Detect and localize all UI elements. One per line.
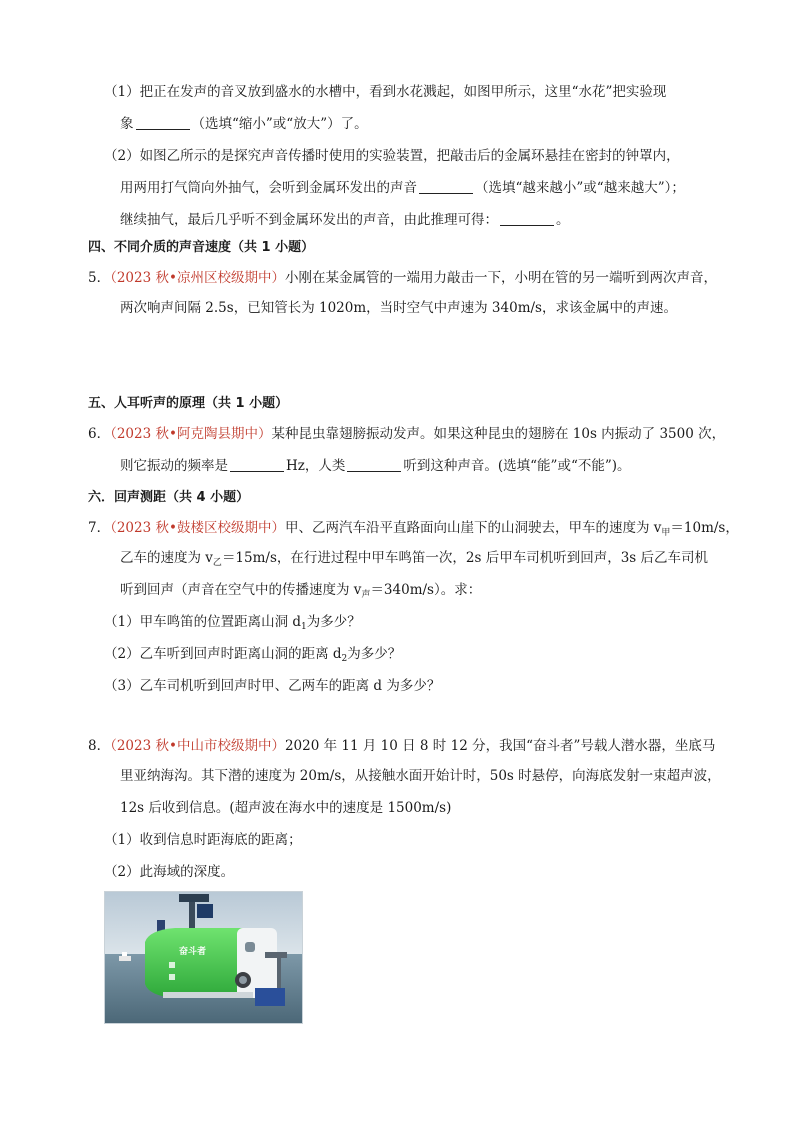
q5-line1: 5．（2023 秋•凉州区校级期中）小刚在某金属管的一端用力敲击一下，小明在管的另一端听到两次声音， [88,270,717,286]
q4-part2-line3: 继续抽气，最后几乎听不到金属环发出的声音，由此推理可得： 。 [120,212,570,228]
section-heading: 五、人耳听声的原理（共 1 小题） [88,396,289,411]
answer-blank[interactable] [347,457,401,472]
question-source: （2023 秋•凉州区校级期中） [110,270,285,286]
q8-sub1: （1）收到信息时距海底的距离； [104,832,302,848]
q6-line1: 6．（2023 秋•阿克陶县期中）某种昆虫靠翅膀振动发声。如果这种昆虫的翅膀在 10s 内振动了 3500 次， [88,426,726,442]
section-heading: 四、不同介质的声音速度（共 1 小题） [88,240,315,255]
q8-sub2: （2）此海域的深度。 [104,864,235,880]
q6-line2: 则它振动的频率是 Hz，人类 听到这种声音。(选填“能”或“不能”)。 [120,458,631,474]
q4-part1-line1: （1）把正在发声的音叉放到盛水的水槽中，看到水花溅起，如图甲所示，这里“水花”把实验现 [104,84,667,100]
q4-part2-line2: 用两用打气筒向外抽气，会听到金属环发出的声音 （选填“越来越小”或“越来越大”）； [120,180,685,196]
question-source: （2023 秋•阿克陶县期中） [110,426,272,442]
question-source: （2023 秋•中山市校级期中） [110,738,285,754]
q7-sub3: （3）乙车司机听到回声时甲、乙两车的距离 d 为多少？ [104,678,441,694]
answer-blank[interactable] [230,457,284,472]
hull-name-text: 奋斗者 [179,947,207,957]
q5-line2: 两次响声间隔 2.5s，已知管长为 1020m，当时空气中声速为 340m/s，求该金属中的声速。 [120,300,677,316]
q8-line3: 12s 后收到信息。(超声波在海水中的速度是 1500m/s) [120,800,452,816]
q7-line1: 7．（2023 秋•鼓楼区校级期中）甲、乙两汽车沿平直路面向山崖下的山洞驶去，甲车的速度为 $v_甲=10m/s$， [88,520,739,538]
q7-sub2: （2）乙车听到回声时距离山洞的距离 $d_2$为多少？ [104,646,402,664]
submersible-photo [104,891,303,1024]
q8-line2: 里亚纳海沟。其下潜的速度为 20m/s，从接触水面开始计时，50s 时悬停，向海底发射一束超声波， [120,768,721,784]
answer-blank[interactable] [419,179,473,194]
q8-line1: 8．（2023 秋•中山市校级期中）2020 年 11 月 10 日 8 时 12 分，我国“奋斗者”号载人潜水器，坐底马 [88,738,716,754]
q7-line2: 乙车的速度为 $v_乙=15m/s$，在行进过程中甲车鸣笛一次，2s 后甲车司机听到回声，3s 后乙车司机 [120,550,709,568]
q7-sub1: （1）甲车鸣笛的位置距离山洞 $d_1$为多少？ [104,614,361,632]
question-source: （2023 秋•鼓楼区校级期中） [110,520,285,536]
section-heading: 六．回声测距（共 4 小题） [88,490,250,505]
answer-blank[interactable] [136,115,190,130]
q7-line3: 听到回声（声音在空气中的传播速度为 $v_声=340m/s$）。求： [120,582,482,600]
submersible-illustration [105,892,302,1023]
q4-part2-line1: （2）如图乙所示的是探究声音传播时使用的实验装置，把敲击后的金属环悬挂在密封的钟罩内， [104,148,680,164]
q4-part1-line2: 象 （选填“缩小”或“放大”）了。 [120,116,368,132]
answer-blank[interactable] [500,211,554,226]
